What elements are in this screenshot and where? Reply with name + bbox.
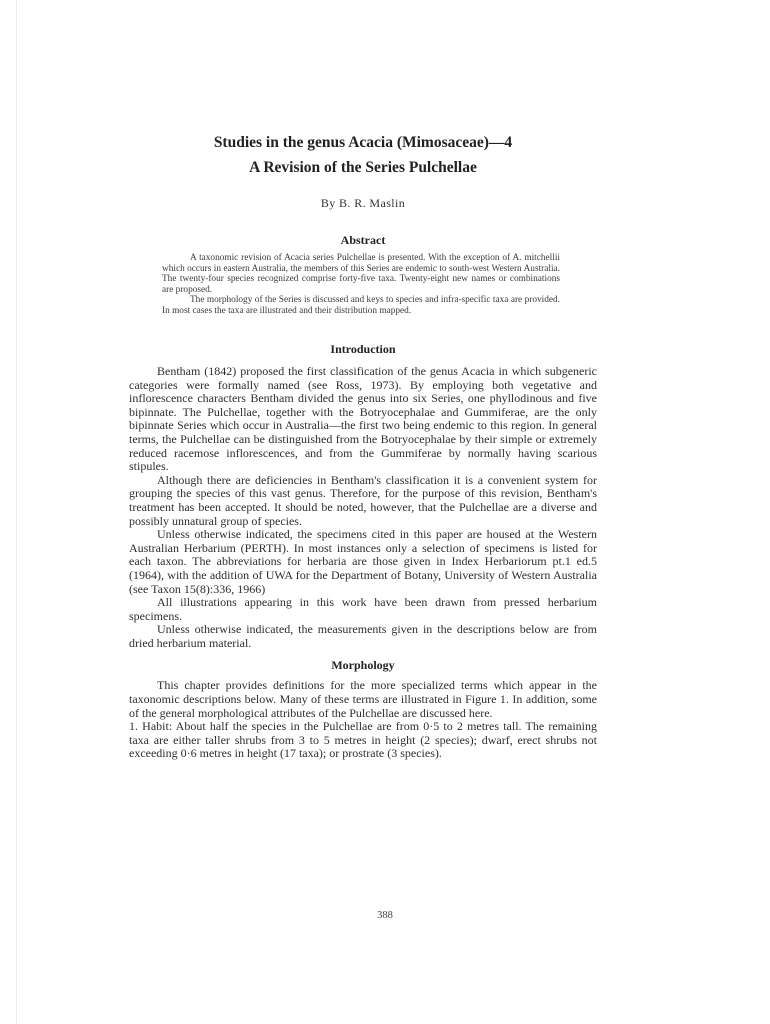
abstract-paragraph: A taxonomic revision of Acacia series Pulchellae is presented. With the exception of A. mitchellii which occurs in eastern Australia, the members of this Series are endemic to south-west Western Australia. The twenty-four species recognized comprise forty-five taxa. Twenty-eight new names or combinations are proposed.: [162, 253, 560, 295]
morphology-body: [129, 679, 597, 761]
body-paragraph: Unless otherwise indicated, the specimens cited in this paper are housed at the Western Australian Herbarium (PERTH). In most instances only a selection of specimens is listed for each taxon. The abbreviations for herbaria are those given in Index Herbariorum pt.1 ed.5 (1964), with the addition of UWA for the Department of Botany, University of Western Australia (see Taxon 15(8):336, 1966): [129, 527, 597, 596]
title-line-1: Studies in the genus Acacia (Mimosaceae)—4: [213, 134, 513, 151]
page-number: 388: [377, 910, 393, 921]
introduction-body: [129, 365, 597, 650]
abstract-block: [129, 253, 597, 316]
morphology-heading: Morphology: [331, 658, 395, 673]
body-paragraph: This chapter provides definitions for the more specialized terms which appear in the taxonomic descriptions below. Many of these terms are illustrated in Figure 1. In addition, some of the general morphological attributes of the Pulchellae are discussed here.: [129, 678, 597, 720]
author-byline: By B. R. Maslin: [320, 196, 406, 210]
article: [129, 130, 597, 761]
introduction-heading: Introduction: [330, 342, 396, 356]
page-edge-line: [16, 0, 17, 1024]
body-paragraph: 1. Habit: About half the species in the Pulchellae are from 0·5 to 2 metres tall. The remaining taxa are either taller shrubs from 3 to 5 metres in height (2 species); dwarf, erect shrubs not exceeding 0·6 metres in height (17 taxa); or prostrate (3 species).: [129, 719, 597, 761]
body-paragraph: Although there are deficiencies in Bentham's classification it is a convenient system for grouping the species of this vast genus. Therefore, for the purpose of this revision, Bentham's treatment has been accepted. It should be noted, however, that the Pulchellae are a diverse and possibly unnatural group of species.: [129, 472, 597, 528]
article-title: [129, 130, 597, 180]
abstract-paragraph: The morphology of the Series is discussed and keys to species and infra-specific taxa are provided. In most cases the taxa are illustrated and their distribution mapped.: [162, 295, 560, 316]
body-paragraph: Unless otherwise indicated, the measurements given in the descriptions below are from dried herbarium material.: [129, 622, 597, 650]
body-paragraph: Bentham (1842) proposed the first classification of the genus Acacia in which subgeneric categories were formally named (see Ross, 1973). By employing both vegetative and inflorescence characters Bentham divided the genus into six Series, one phyllodinous and five bipinnate. The Pulchellae, together with the Botryocephalae and Gummiferae, are the only bipinnate Series which occur in Australia—the first two being endemic to this region. In general terms, the Pulchellae can be distinguished from the Botryocephalae by their simple or extremely reduced racemose inflorescences, and from the Gummiferae by normally having scarious stipules.: [129, 364, 597, 474]
title-line-2: A Revision of the Series Pulchellae: [249, 159, 477, 176]
body-paragraph: All illustrations appearing in this work have been drawn from pressed herbarium specimens.: [129, 595, 597, 623]
abstract-heading: Abstract: [340, 233, 386, 247]
